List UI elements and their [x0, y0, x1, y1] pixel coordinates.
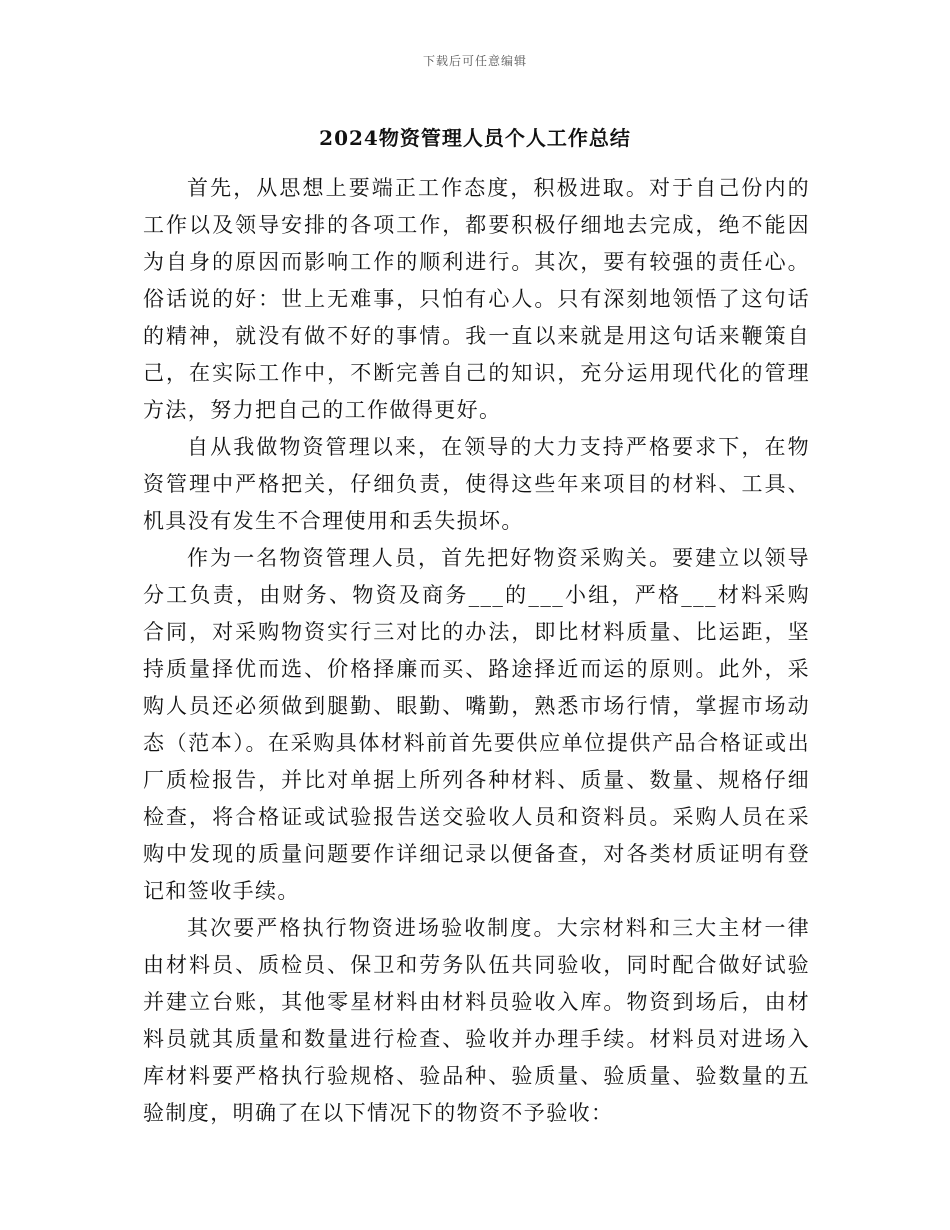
paragraph: 作为一名物资管理人员，首先把好物资采购关。要建立以领导分工负责，由财务、物资及商务___的___小组，严格___材料采购合同，对采购物资实行三对比的办法，即比材料质量、比运距，坚持质量择优而选、价格择廉而买、路途择近而运的原则。此外，采购人员还必须做到腿勤、眼勤、嘴勤，熟悉市场行情，掌握市场动态（范本）。在采购具体材料前首先要供应单位提供产品合格证或出厂质检报告，并比对单据上所列各种材料、质量、数量、规格仔细检查，将合格证或试验报告送交验收人员和资料员。采购人员在采购中发现的质量问题要作详细记录以便备查，对各类材质证明有登记和签收手续。: [143, 546, 810, 903]
document-body: [143, 170, 810, 1132]
paragraph: 其次要严格执行物资进场验收制度。大宗材料和三大主材一律由材料员、质检员、保卫和劳务队伍共同验收，同时配合做好试验并建立台账，其他零星材料由材料员验收入库。物资到场后，由材料员就其质量和数量进行检查、验收并办理手续。材料员对进场入库材料要严格执行验规格、验品种、验质量、验质量、验数量的五验制度，明确了在以下情况下的物资不予验收：: [143, 916, 810, 1125]
paragraph: 首先，从思想上要端正工作态度，积极进取。对于自己份内的工作以及领导安排的各项工作，都要积极仔细地去完成，绝不能因为自身的原因而影响工作的顺利进行。其次，要有较强的责任心。俗话说的好：世上无难事，只怕有心人。只有深刻地领悟了这句话的精神，就没有做不好的事情。我一直以来就是用这句话来鞭策自己，在实际工作中，不断完善自己的知识，充分运用现代化的管理方法，努力把自己的工作做得更好。: [143, 176, 810, 422]
paragraph: 自从我做物资管理以来，在领导的大力支持严格要求下，在物资管理中严格把关，仔细负责，使得这些年来项目的材料、工具、机具没有发生不合理使用和丢失损坏。: [143, 435, 810, 533]
header-note: 下载后可任意编辑: [422, 54, 527, 68]
document-title: 2024物资管理人员个人工作总结: [319, 126, 631, 150]
